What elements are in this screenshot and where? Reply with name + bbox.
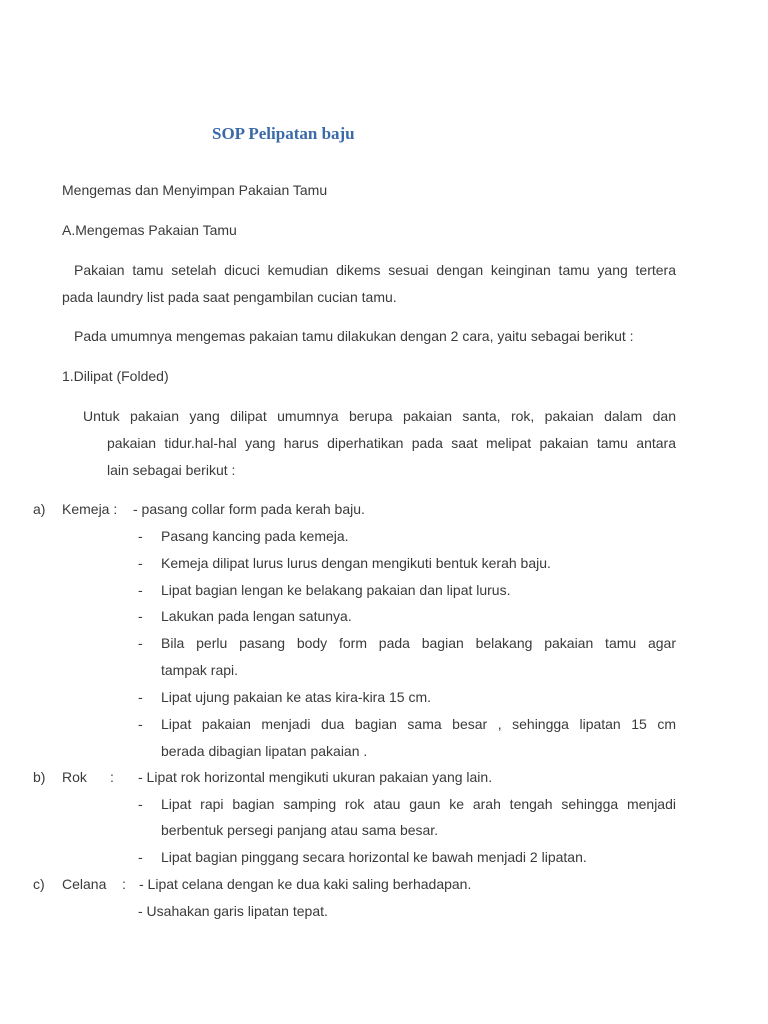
list-item: Bila perlu pasang body form pada bagian belakang pakaian tamu agar — [161, 635, 676, 651]
paragraph-2: Pada umumnya mengemas pakaian tamu dilakukan dengan 2 cara, yaitu sebagai berikut : — [74, 328, 634, 344]
list-item: Lipat pakaian menjadi dua bagian sama besar , sehingga lipatan 15 cm — [161, 716, 676, 732]
paragraph-3-line-2: pakaian tidur.hal-hal yang harus diperhatikan pada saat melipat pakaian tamu antara — [107, 435, 676, 451]
numbered-item-1: 1.Dilipat (Folded) — [62, 368, 169, 384]
dash-marker: - — [138, 582, 143, 598]
section-label: Celana — [62, 876, 107, 892]
heading-mengemas-menyimpan: Mengemas dan Menyimpan Pakaian Tamu — [62, 182, 328, 198]
section-label: Rok — [62, 769, 87, 785]
list-item-continuation: tampak rapi. — [161, 662, 239, 678]
list-item: Lipat bagian pinggang secara horizontal ke bawah menjadi 2 lipatan. — [161, 849, 587, 865]
list-marker: c) — [33, 876, 45, 892]
list-item-continuation: berbentuk persegi panjang atau sama besar. — [161, 822, 439, 838]
list-item: Pasang kancing pada kemeja. — [161, 528, 349, 544]
dash-marker: - — [138, 555, 143, 571]
paragraph-1-line-2: pada laundry list pada saat pengambilan cucian tamu. — [62, 289, 397, 305]
list-marker: b) — [33, 769, 46, 785]
dash-marker: - — [138, 689, 143, 705]
label-colon: : — [122, 876, 126, 892]
dash-marker: - — [138, 796, 143, 812]
list-item: - Lipat rok horizontal mengikuti ukuran pakaian yang lain. — [138, 769, 493, 785]
dash-marker: - — [138, 528, 143, 544]
paragraph-1-line-1: Pakaian tamu setelah dicuci kemudian dikems sesuai dengan keinginan tamu yang tertera — [74, 262, 676, 278]
list-item-continuation: berada dibagian lipatan pakaian . — [161, 743, 368, 759]
dash-marker: - — [138, 608, 143, 624]
list-item: Lipat bagian lengan ke belakang pakaian dan lipat lurus. — [161, 582, 511, 598]
heading-section-a: A.Mengemas Pakaian Tamu — [62, 222, 237, 238]
paragraph-3-line-1: Untuk pakaian yang dilipat umumnya berupa pakaian santa, rok, pakaian dalam dan — [83, 408, 676, 424]
list-item: Lakukan pada lengan satunya. — [161, 608, 352, 624]
list-item: Lipat rapi bagian samping rok atau gaun ke arah tengah sehingga menjadi — [161, 796, 676, 812]
dash-marker: - — [138, 716, 143, 732]
dash-marker: - — [138, 635, 143, 651]
list-item: Kemeja dilipat lurus lurus dengan mengikuti bentuk kerah baju. — [161, 555, 551, 571]
paragraph-3-line-3: lain sebagai berikut : — [107, 462, 236, 478]
dash-marker: - — [138, 849, 143, 865]
label-colon: : — [110, 769, 114, 785]
list-item: - pasang collar form pada kerah baju. — [133, 501, 365, 517]
list-marker: a) — [33, 501, 46, 517]
section-label: Kemeja : — [62, 501, 118, 517]
list-item: - Lipat celana dengan ke dua kaki saling berhadapan. — [139, 876, 472, 892]
list-item: Lipat ujung pakaian ke atas kira-kira 15 cm. — [161, 689, 432, 705]
document-title: SOP Pelipatan baju — [212, 124, 355, 143]
list-item: - Usahakan garis lipatan tepat. — [138, 903, 328, 919]
